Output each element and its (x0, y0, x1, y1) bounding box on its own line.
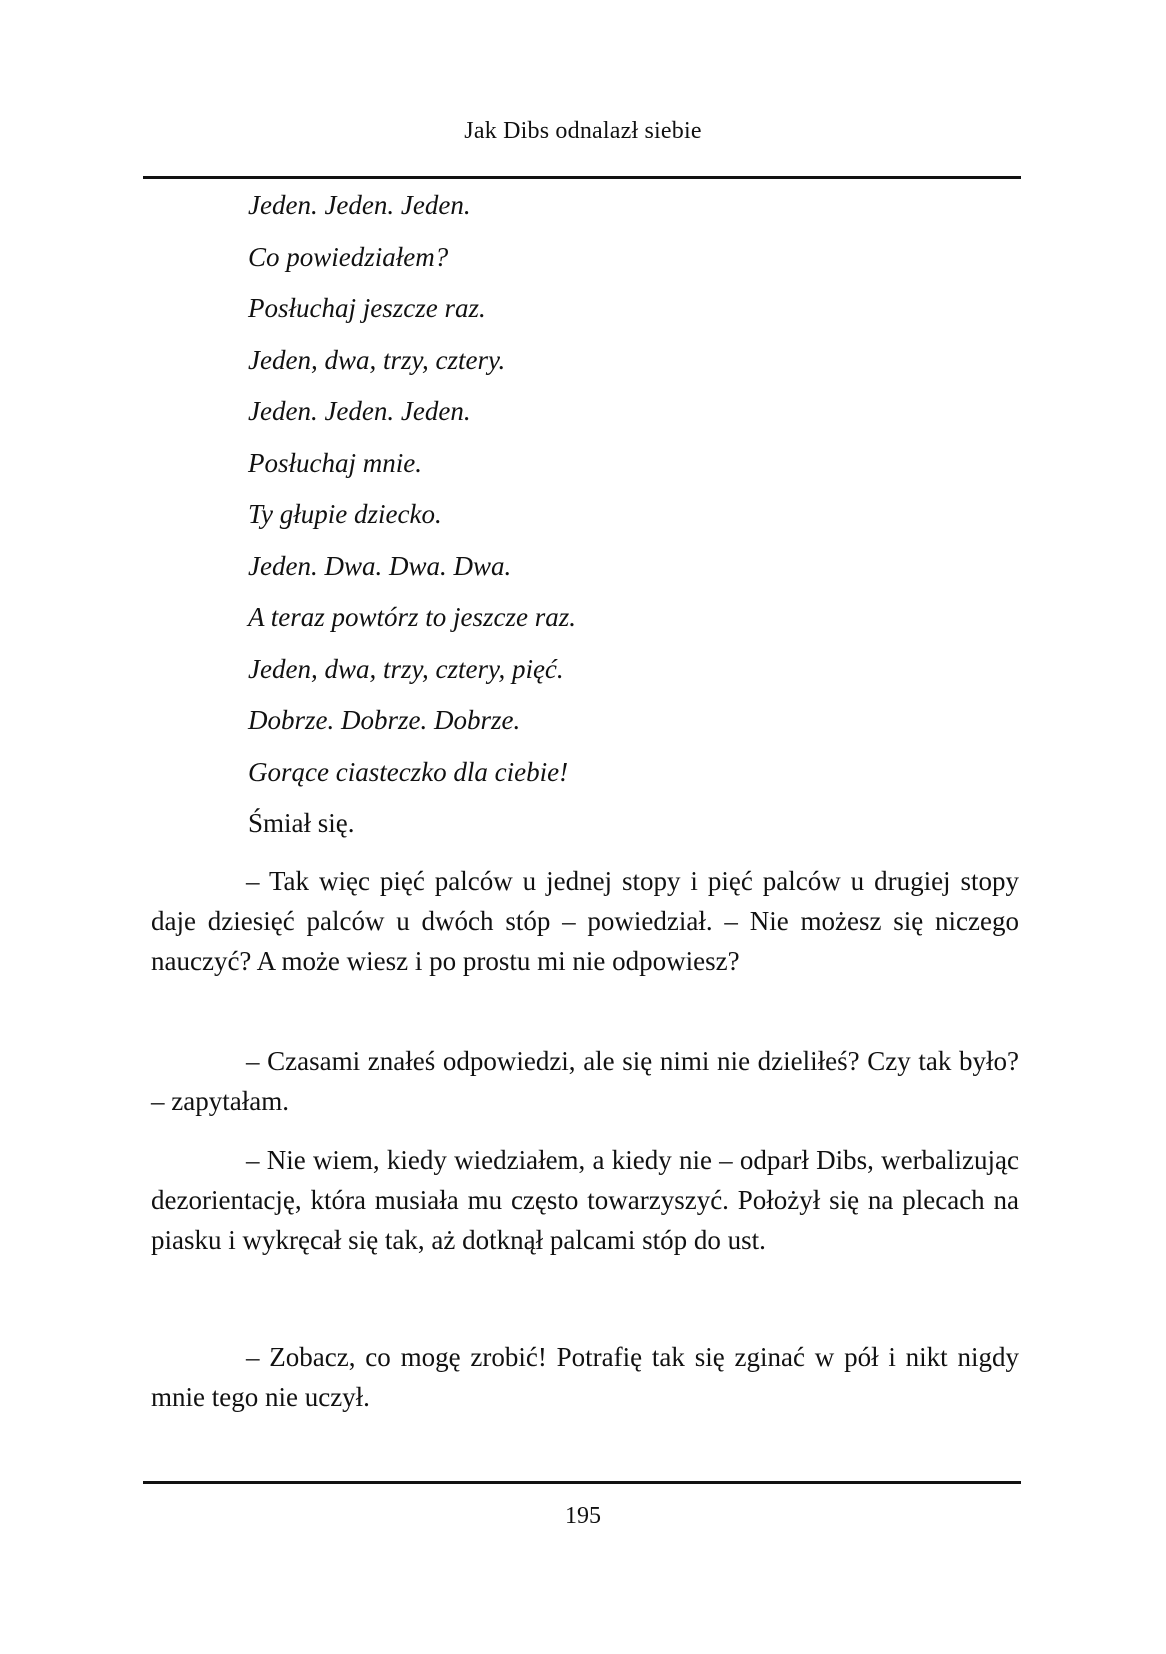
body-paragraph: – Tak więc pięć palców u jednej stopy i pięć palców u drugiej stopy daje dziesięć palców u dwóch stóp – powiedział. – Nie możesz się niczego nauczyć? A może wiesz i po prostu mi nie odpowiesz? (151, 866, 1019, 976)
verse-line: Jeden. Jeden. Jeden. (248, 190, 471, 220)
narration-line: Śmiał się. (248, 808, 355, 838)
body-paragraph: – Nie wiem, kiedy wiedziałem, a kiedy nie – odparł Dibs, werbalizując dezorientację, która musiała mu często towarzyszyć. Położył się na plecach na piasku i wykręcał się tak, aż dotknął palcami stóp do ust. (151, 1145, 1019, 1255)
verse-line: Jeden, dwa, trzy, cztery, pięć. (248, 653, 564, 684)
verse-line: A teraz powtórz to jeszcze raz. (248, 602, 577, 632)
body-paragraph: – Zobacz, co mogę zrobić! Potrafię tak się zginać w pół i nikt nigdy mnie tego nie uczył. (151, 1342, 1019, 1412)
verse-line: Jeden. Dwa. Dwa. Dwa. (248, 550, 512, 581)
verse-line: Co powiedziałem? (248, 241, 449, 272)
footer-rule (143, 1481, 1021, 1484)
verse-line: Dobrze. Dobrze. Dobrze. (248, 705, 521, 735)
verse-line: Jeden. Jeden. Jeden. (248, 396, 471, 426)
body-paragraph: – Czasami znałeś odpowiedzi, ale się nimi nie dzieliłeś? Czy tak było? – zapytałam. (151, 1046, 1019, 1116)
verse-line: Gorące ciasteczko dla ciebie! (248, 756, 569, 787)
verse-block (248, 180, 576, 850)
verse-line: Posłuchaj mnie. (248, 447, 422, 478)
header-rule (143, 176, 1021, 179)
verse-line: Ty głupie dziecko. (248, 499, 442, 529)
verse-line: Jeden, dwa, trzy, cztery. (248, 344, 506, 375)
verse-line: Posłuchaj jeszcze raz. (248, 293, 486, 323)
running-head-title: Jak Dibs odnalazł siebie (464, 118, 702, 144)
page-number: 195 (565, 1503, 601, 1529)
